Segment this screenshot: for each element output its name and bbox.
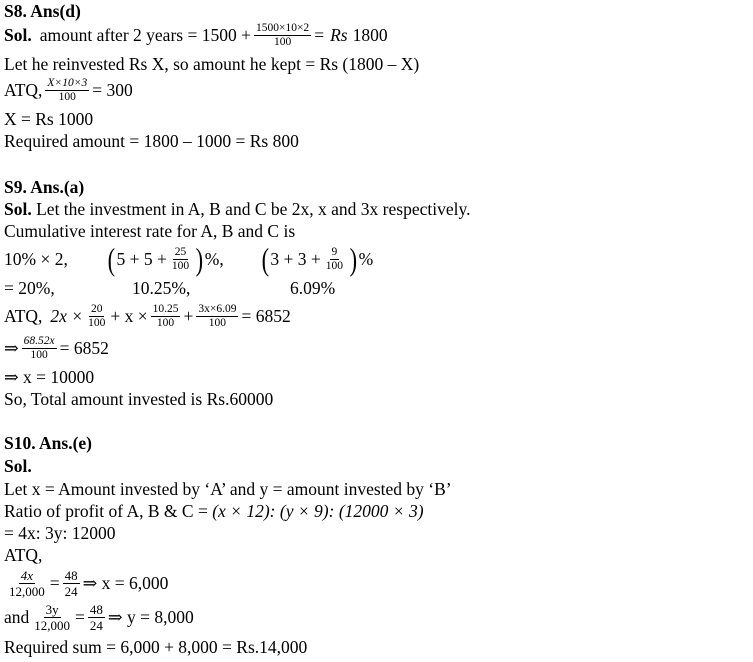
s9-rate-a: 10% × 2, (4, 248, 68, 269)
s8-line2: Let he reinvested Rs X, so amount he kept = Rs (1800 – X) (4, 54, 420, 74)
s8-line1: Sol. amount after 2 years = 1500 + $\frac{1500\times 10\times 2}{100}$ = Rs 1800 (4, 21, 388, 48)
left-paren: ( (107, 241, 115, 277)
s8-line3-fraction: $\frac{X\times 10\times 3}{100}$ (47, 76, 88, 103)
s9-result-c: 6.09% (290, 278, 336, 298)
s8-heading: S8. Ans(d) (4, 1, 81, 21)
s9-implies-row: ⇒ $\frac{68.52x}{100}$ = 6852 (4, 334, 109, 361)
s9-rates-row: 10% × 2, ( 5 + 5 + $\frac{25}{100}$ ) %, ( 3 + 3 + $\frac{9}{100}$ ) % (4, 241, 374, 277)
s9-line2: Cumulative interest rate for A, B and C is (4, 221, 296, 241)
s10-final: Required sum = 6,000 + 8,000 = Rs.14,000 (4, 637, 308, 657)
left-paren: ( (261, 241, 269, 277)
s9-result-a: = 20%, (4, 278, 55, 298)
s10-eq2: and $\frac{3y}{12,000}$ = $\frac{48}{24}$ ⇒ y = 8,000 (4, 601, 194, 633)
s10-sol-label: Sol. (4, 456, 32, 476)
s8-sol-label: Sol. (4, 24, 32, 45)
s9-result-b: 10.25%, (132, 278, 191, 298)
s9-atq-row: ATQ, 2x × $\frac{20}{100}$ + x × $\frac{10.25}{100}$ + $\frac{3x\times 6.09}{100}$ = 6852 (4, 302, 291, 329)
s9-final: So, Total amount invested is Rs.60000 (4, 389, 274, 409)
s9-impl2: ⇒ x = 10000 (4, 367, 95, 387)
right-paren: ) (349, 241, 358, 277)
s9-line1: Sol. Let the investment in A, B and C be 2x, x and 3x respectively. (4, 199, 471, 219)
s8-line5: Required amount = 1800 – 1000 = Rs 800 (4, 131, 299, 151)
right-paren: ) (195, 241, 204, 277)
s8-line1-fraction: $\frac{1500\times 10\times 2}{100}$ (255, 21, 310, 48)
s10-line4: ATQ, (4, 545, 43, 565)
s8-line3: ATQ, $\frac{X\times 10\times 3}{100}$ = 300 (4, 76, 133, 103)
s10-line1: Let x = Amount invested by ‘A’ and y = amount invested by ‘B’ (4, 479, 452, 499)
s10-eq1: $\frac{4x}{12,000}$ = $\frac{48}{24}$ ⇒ x = 6,000 (9, 567, 169, 599)
s8-line4: X = Rs 1000 (4, 109, 94, 129)
s10-line2: Ratio of profit of A, B & C = (x × 12): (y × 9): (12000 × 3) (4, 501, 424, 521)
s8-line1-text: amount after 2 years = 1500 + (39, 24, 251, 45)
s9-rate-b-fraction: $\frac{25}{100}$ (171, 245, 190, 272)
s10-heading: S10. Ans.(e) (4, 433, 92, 453)
s10-line3: = 4x: 3y: 12000 (4, 523, 116, 543)
s9-heading: S9. Ans.(a) (4, 177, 85, 197)
s9-rate-c-fraction: $\frac{9}{100}$ (325, 245, 343, 272)
